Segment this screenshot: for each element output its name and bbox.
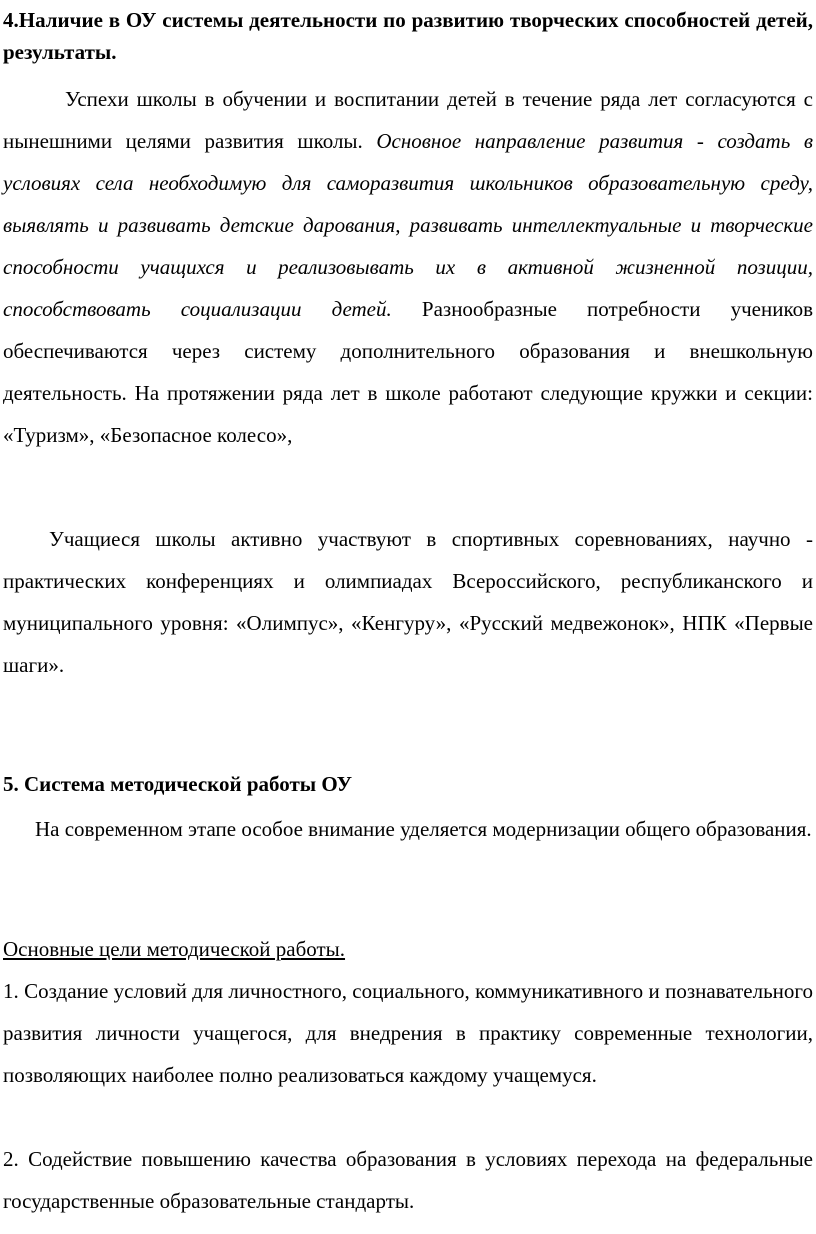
goal-2: 2. Содействие повышению качества образования в условиях перехода на федеральные государственные образовательные стандарты. xyxy=(3,1147,813,1213)
goals-title xyxy=(3,928,813,970)
paragraph-1-italic: Основное направление развития - создать в условиях села необходимую для саморазвития школьников образовательную среду, выявлять и развивать детские дарования, развивать интеллектуальные и творческие способности учащихся и реализовывать их в активной жизненной позиции, способствовать социализации детей. xyxy=(3,129,813,321)
section-5-heading: 5. Система методической работы ОУ xyxy=(3,772,352,796)
section-4-heading: 4.Наличие в ОУ системы деятельности по развитию творческих способностей детей, результаты. xyxy=(3,8,813,64)
goal-1: 1. Создание условий для личностного, социального, коммуникативного и познавательного развития личности учащегося, для внедрения в практику современные технологии, позволяющих наиболее полно реализоваться каждому учащемуся. xyxy=(3,979,813,1087)
goals-title-text: Основные цели методической работы. xyxy=(3,937,346,961)
paragraph-1-start: Успехи школы в обучении и воспитании детей в течение ряда лет согласуются с нынешними целями развития школы. xyxy=(3,87,813,153)
section-4-paragraph-1 xyxy=(3,78,813,456)
section-5-intro: На современном этапе особое внимание уделяется модернизации общего образования. xyxy=(35,817,812,841)
paragraph-1-end: Разнообразные потребности учеников обеспечиваются через систему дополнительного образования и внешкольную деятельность. На протяжении ряда лет в школе работают следующие кружки и секции: «Туризм», «Безопасное колесо», xyxy=(3,297,814,447)
section-4-paragraph-2: Учащиеся школы активно участвуют в спортивных соревнованиях, научно - практических конференциях и олимпиадах Всероссийского, республиканского и муниципального уровня: «Олимпус», «Кенгуру», «Русский медвежонок», НПК «Первые шаги». xyxy=(3,527,813,677)
